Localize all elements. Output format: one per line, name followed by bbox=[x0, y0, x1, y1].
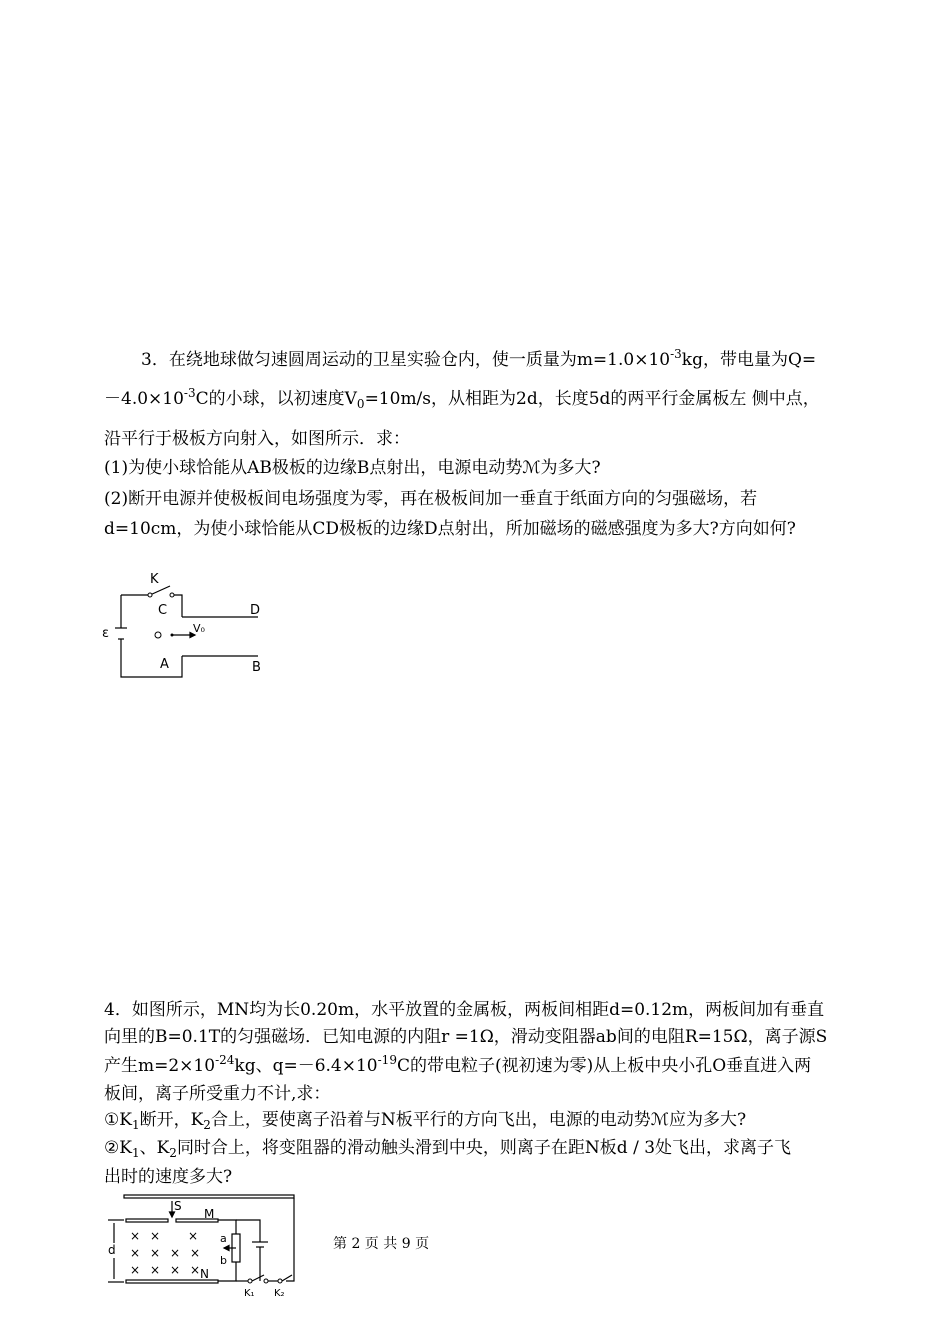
label-a: a bbox=[220, 1232, 227, 1245]
q3-circuit-figure bbox=[100, 565, 280, 690]
cross-mark: × bbox=[170, 1263, 181, 1277]
cross-mark: × bbox=[150, 1229, 161, 1243]
q4-line-3: 产生$m=2\times 10^{-24}kg$、$q=-6.4\times 10^{-19}C$的带电粒子(视初速为零)从上板中央小孔O垂直进入两 bbox=[104, 1053, 812, 1076]
label-k1: K₁ bbox=[244, 1288, 255, 1299]
q3-line-1: 3．在绕地球做匀速圆周运动的卫星实验仓内，使一质量为$m=1.0\times 10^{-3}kg$，带电量为Q= bbox=[141, 347, 817, 370]
label-m: M bbox=[204, 1207, 215, 1221]
page-footer: 第 2 页 共 9 页 bbox=[333, 1236, 430, 1252]
cross-mark: × bbox=[190, 1263, 201, 1277]
label-v0: V₀ bbox=[193, 622, 205, 635]
label-a: A bbox=[160, 657, 169, 672]
cross-mark: × bbox=[150, 1246, 161, 1260]
q3-line-4: (1)为使小球恰能从AB极板的边缘B点射出，电源电动势ℳ为多大? bbox=[104, 458, 601, 478]
q4-circuit-figure bbox=[100, 1190, 300, 1300]
label-b: b bbox=[220, 1254, 227, 1267]
label-k2: K₂ bbox=[274, 1288, 285, 1299]
q4-line-5: $①K_1$断开，$K_2$合上，要使离子沿着与N板平行的方向飞出，电源的电动势ℳ应为多大? bbox=[104, 1110, 747, 1132]
label-d: d bbox=[108, 1243, 116, 1257]
cross-mark: × bbox=[150, 1263, 161, 1277]
q4-line-6: $②K_1$、$K_2$同时合上，将变阻器的滑动触头滑到中央，则离子在距N板d / 3处飞出，求离子飞 bbox=[104, 1138, 792, 1160]
cross-mark: × bbox=[188, 1229, 199, 1243]
label-c: C bbox=[158, 603, 168, 618]
q3-line-2: $-4.0\times 10^{-3}C$的小球，以初速度$V_0=10m/s$，从相距为2d，长度5d的两平行金属板左 侧中点， bbox=[104, 386, 820, 411]
cross-mark: × bbox=[130, 1263, 141, 1277]
q4-line-4: 板间，离子所受重力不计,求： bbox=[104, 1084, 331, 1104]
label-n: N bbox=[200, 1267, 209, 1281]
cross-mark: × bbox=[130, 1229, 141, 1243]
q4-line-2: 向里的B=0.1T的匀强磁场．已知电源的内阻r =1Ω，滑动变阻器ab间的电阻R=15Ω，离子源S bbox=[104, 1027, 828, 1047]
label-epsilon: ε bbox=[102, 626, 110, 641]
q3-line-6: d=10cm，为使小球恰能从CD极板的边缘D点射出，所加磁场的磁感强度为多大?方向如何? bbox=[104, 519, 796, 539]
q4-line-7: 出时的速度多大? bbox=[104, 1167, 233, 1187]
q4-line-1: 4．如图所示，MN均为长0.20m，水平放置的金属板，两板间相距d=0.12m，两板间加有垂直 bbox=[104, 1000, 825, 1020]
label-k: K bbox=[150, 572, 159, 587]
label-s: S bbox=[174, 1199, 182, 1213]
q3-line-3: 沿平行于极板方向射入，如图所示．求： bbox=[104, 429, 410, 449]
label-b: B bbox=[252, 660, 261, 675]
cross-mark: × bbox=[170, 1246, 181, 1260]
cross-mark: × bbox=[130, 1246, 141, 1260]
label-d: D bbox=[250, 603, 261, 618]
cross-mark: × bbox=[190, 1246, 201, 1260]
q3-line-5: (2)断开电源并使极板间电场强度为零，再在极板间加一垂直于纸面方向的匀强磁场，若 bbox=[104, 489, 758, 509]
